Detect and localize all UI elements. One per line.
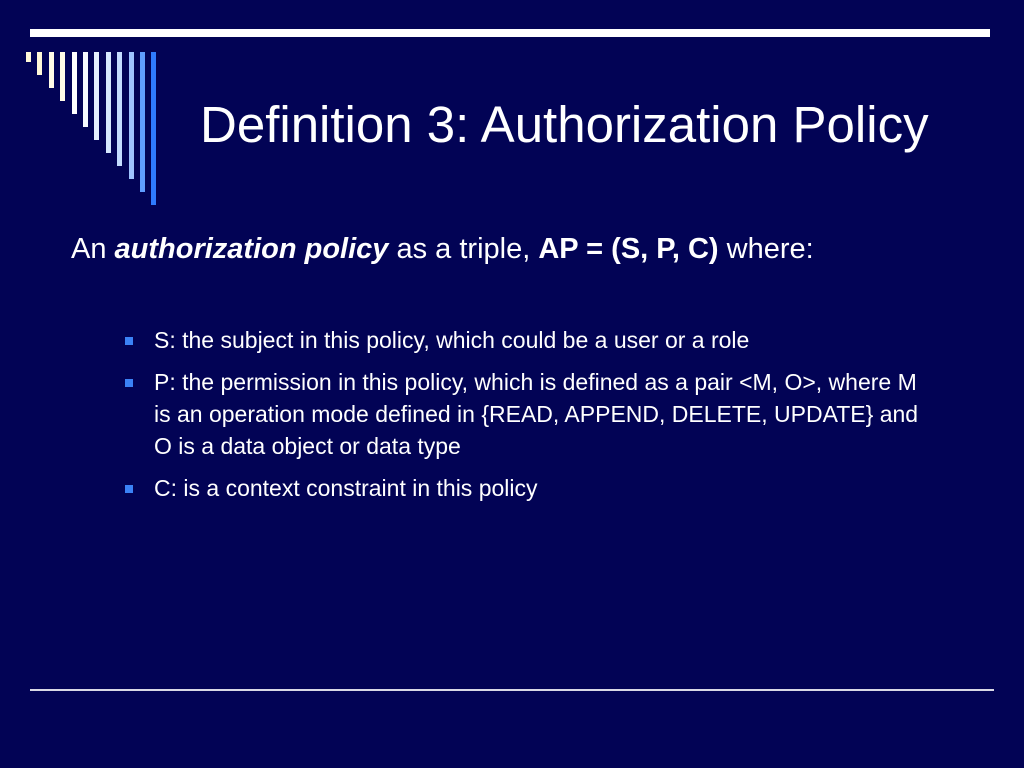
decorative-stripe xyxy=(49,52,54,88)
intro-formula: AP = (S, P, C) xyxy=(538,233,719,265)
decorative-stripe xyxy=(83,52,88,127)
decorative-stripe xyxy=(117,52,122,166)
list-item-permission xyxy=(124,366,924,462)
decorative-stripe xyxy=(106,52,111,153)
bullet-text: S: the subject in this policy, which could be a user or a role xyxy=(154,327,750,353)
decorative-stripe xyxy=(129,52,134,179)
bullet-text: C: is a context constraint in this policy xyxy=(154,475,538,501)
decorative-stripe xyxy=(37,52,42,75)
square-bullet-icon xyxy=(125,379,133,387)
list-item-context xyxy=(124,472,924,504)
square-bullet-icon xyxy=(125,485,133,493)
bullet-list xyxy=(124,324,924,514)
decorative-stripe xyxy=(26,52,31,62)
intro-prefix: An xyxy=(71,233,115,265)
square-bullet-icon xyxy=(125,337,133,345)
decorative-stripe xyxy=(140,52,145,192)
intro-line xyxy=(71,229,814,269)
decorative-stripe xyxy=(94,52,99,140)
decorative-stripe xyxy=(60,52,65,101)
decorative-stripe xyxy=(72,52,77,114)
slide-title: Definition 3: Authorization Policy xyxy=(200,96,929,153)
bottom-rule xyxy=(30,689,994,691)
bullet-text: P: the permission in this policy, which is defined as a pair <M, O>, where M is an operation mode defined in {READ, APPEND, DELETE, UPDATE} and O is a data object or data type xyxy=(154,369,919,459)
intro-term: authorization policy xyxy=(114,233,389,265)
list-item-subject xyxy=(124,324,924,356)
decorative-stripes xyxy=(0,0,200,220)
intro-suffix: where: xyxy=(718,233,814,265)
decorative-stripe xyxy=(151,52,156,205)
intro-middle: as a triple, xyxy=(388,233,539,265)
